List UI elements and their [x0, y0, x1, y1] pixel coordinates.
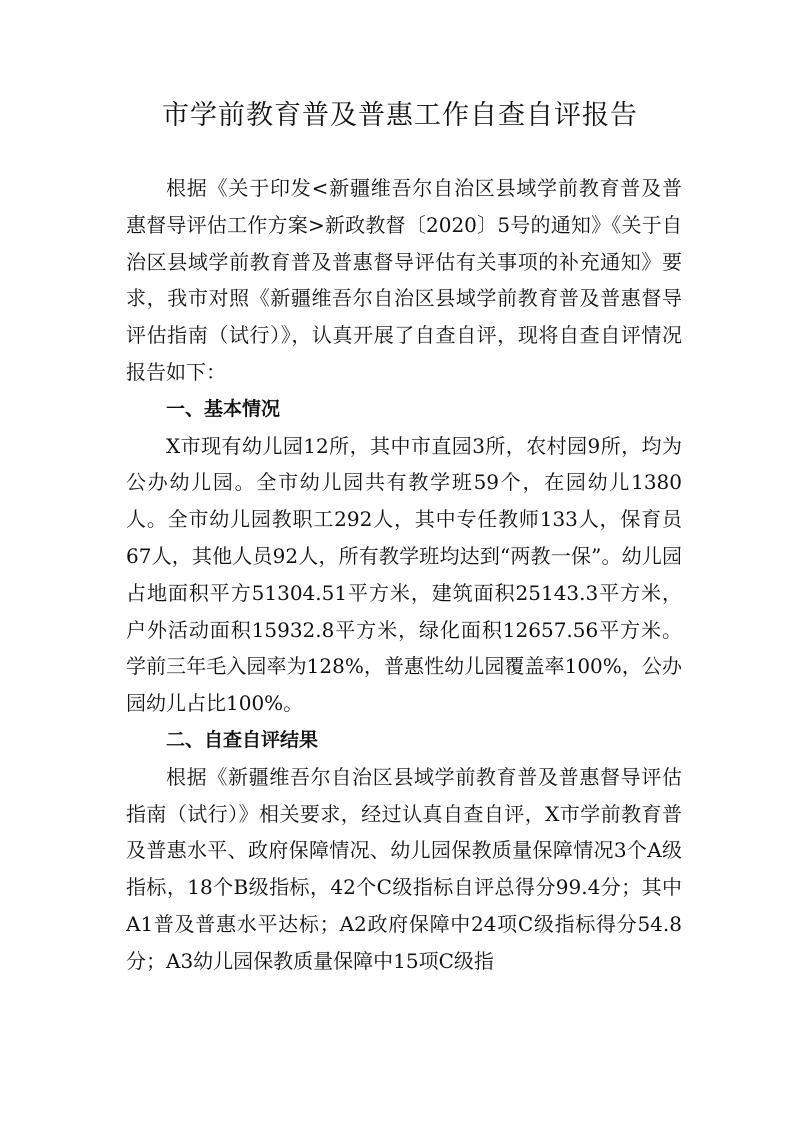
intro-paragraph: 根据《关于印发<新疆维吾尔自治区县域学前教育普及普惠督导评估工作方案>新政教督〔2020〕5号的通知》《关于自治区县域学前教育普及普惠督导评估有关事项的补充通知》要求，我市对照《新疆维吾尔自治区县域学前教育普及普惠督导评估指南（试行）》，认真开展了自查自评，现将自查自评情况报告如下：: [126, 176, 682, 384]
document-body: [126, 170, 682, 980]
self-evaluation-paragraph: 根据《新疆维吾尔自治区县域学前教育普及普惠督导评估指南（试行）》相关要求，经过认真自查自评，X市学前教育普及普惠水平、政府保障情况、幼儿园保教质量保障情况3个A级指标，18个B级指标，42个C级指标自评总得分99.4分；其中A1普及普惠水平达标；A2政府保障中24项C级指标得分54.8分；A3幼儿园保教质量保障中15项C级指: [126, 764, 682, 973]
section-heading-self-evaluation: 二、自查自评结果: [166, 728, 319, 751]
document-title: 市学前教育普及普惠工作自查自评报告: [162, 100, 638, 131]
section-heading-basic-info: 一、基本情况: [166, 397, 281, 420]
basic-info-paragraph: X市现有幼儿园12所，其中市直园3所，农村园9所，均为公办幼儿园。全市幼儿园共有教学班59个，在园幼儿1380人。全市幼儿园教职工292人，其中专任教师133人，保育员67人，其他人员92人，所有教学班均达到“两教一保”。幼儿园占地面积平方51304.51平方米，建筑面积25143.3平方米，户外活动面积15932.8平方米，绿化面积12657.56平方米。学前三年毛入园率为128%，普惠性幼儿园覆盖率100%，公办园幼儿占比100%。: [126, 433, 682, 716]
